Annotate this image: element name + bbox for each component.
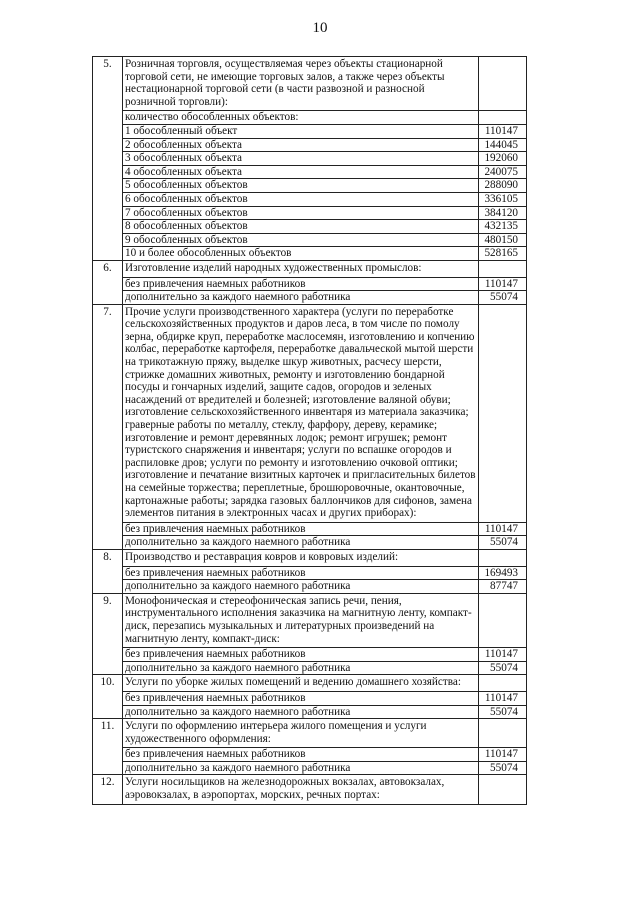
row-label: без привлечения наемных работников: [123, 691, 479, 705]
section-value-empty: [479, 549, 527, 566]
section-number: 9.: [93, 593, 123, 675]
row-value: 87747: [479, 580, 527, 594]
row-value: 336105: [479, 192, 527, 206]
section-number: 5.: [93, 57, 123, 261]
row-label: дополнительно за каждого наемного работника: [123, 291, 479, 305]
row-label: дополнительно за каждого наемного работника: [123, 705, 479, 719]
row-value: 110147: [479, 691, 527, 705]
table-row: [93, 152, 527, 166]
table-row: [93, 566, 527, 580]
row-label: 6 обособленных объектов: [123, 192, 479, 206]
table-row: [93, 138, 527, 152]
table-row: [93, 761, 527, 775]
row-value: 384120: [479, 206, 527, 220]
section-number: 12.: [93, 775, 123, 804]
table-row: [93, 124, 527, 138]
section-value-empty: [479, 675, 527, 692]
row-value: 55074: [479, 661, 527, 675]
section-number: 7.: [93, 304, 123, 549]
row-label: дополнительно за каждого наемного работника: [123, 580, 479, 594]
row-value: 480150: [479, 233, 527, 247]
row-label: 7 обособленных объектов: [123, 206, 479, 220]
row-value: 288090: [479, 179, 527, 193]
table-row: [93, 661, 527, 675]
row-label: без привлечения наемных работников: [123, 277, 479, 291]
row-label: 10 и более обособленных объектов: [123, 247, 479, 261]
section-header-row: [93, 57, 527, 111]
row-value: 432135: [479, 220, 527, 234]
section-number: 10.: [93, 675, 123, 719]
row-label: 5 обособленных объектов: [123, 179, 479, 193]
section-value-empty: [479, 304, 527, 522]
section-header-row: [93, 549, 527, 566]
row-value: [479, 111, 527, 125]
table-row: [93, 748, 527, 762]
row-label: 2 обособленных объекта: [123, 138, 479, 152]
row-value: 110147: [479, 648, 527, 662]
table-row: [93, 220, 527, 234]
section-header-row: [93, 260, 527, 277]
row-value: 192060: [479, 152, 527, 166]
row-label: без привлечения наемных работников: [123, 566, 479, 580]
row-value: 110147: [479, 277, 527, 291]
row-label: без привлечения наемных работников: [123, 648, 479, 662]
table-row: [93, 536, 527, 550]
section-title: Изготовление изделий народных художественных промыслов:: [123, 260, 479, 277]
table-row: [93, 179, 527, 193]
table-row: [93, 192, 527, 206]
section-number: 6.: [93, 260, 123, 304]
table-row: [93, 580, 527, 594]
row-label: дополнительно за каждого наемного работника: [123, 761, 479, 775]
row-label: дополнительно за каждого наемного работника: [123, 661, 479, 675]
table-row: [93, 691, 527, 705]
section-title: Услуги по уборке жилых помещений и ведению домашнего хозяйства:: [123, 675, 479, 692]
section-value-empty: [479, 775, 527, 804]
row-label: 4 обособленных объекта: [123, 165, 479, 179]
table-row: [93, 233, 527, 247]
row-value: 55074: [479, 705, 527, 719]
row-label: 3 обособленных объекта: [123, 152, 479, 166]
section-title: Услуги по оформлению интерьера жилого помещения и услуги художественного оформления:: [123, 719, 479, 748]
row-label: без привлечения наемных работников: [123, 522, 479, 536]
row-value: 55074: [479, 536, 527, 550]
row-label: количество обособленных объектов:: [123, 111, 479, 125]
section-header-row: [93, 719, 527, 748]
row-value: 110147: [479, 522, 527, 536]
row-value: 169493: [479, 566, 527, 580]
table-row: [93, 165, 527, 179]
section-value-empty: [479, 260, 527, 277]
row-value: 55074: [479, 761, 527, 775]
row-value: 528165: [479, 247, 527, 261]
table-row: [93, 291, 527, 305]
section-value-empty: [479, 719, 527, 748]
section-number: 11.: [93, 719, 123, 775]
section-number: 8.: [93, 549, 123, 593]
section-title: Производство и реставрация ковров и ковровых изделий:: [123, 549, 479, 566]
table-row: [93, 648, 527, 662]
section-title: Розничная торговля, осуществляемая через объекты стационарной торговой сети, не имеющие торговых залов, а также через объекты нестационарной торговой сети (в части развозной и разносной розничной торговли):: [123, 57, 479, 111]
table-body: [93, 57, 527, 805]
section-title: Монофоническая и стереофоническая запись речи, пения, инструментального исполнения заказчика на магнитную ленту, компакт-диск, перезапись музыкальных и литературных произведений на магнитную ленту, компакт-диск:: [123, 593, 479, 647]
table-row: [93, 247, 527, 261]
section-value-empty: [479, 593, 527, 647]
section-header-row: [93, 775, 527, 804]
table-row: [93, 705, 527, 719]
section-title: Прочие услуги производственного характера (услуги по переработке сельскохозяйственных продуктов и даров леса, в том числе по помолу зерна, обдирке круп, переработке маслосемян, изготовлению и копчению колбас, переработке картофеля, переработке давальческой мытой шерсти на трикотажную пряжу, выделке шкур животных, расчесу шерсти, стрижке домашних животных, ремонту и изготовлению бондарной посуды и гончарных изделий, защите садов, огородов и зеленых насаждений от вредителей и болезней; изготовление валяной обуви; изготовление сельскохозяйственного инвентаря из материала заказчика; граверные работы по металлу, стеклу, фарфору, дереву, керамике; изготовление и ремонт деревянных лодок; ремонт игрушек; ремонт туристского снаряжения и инвентаря; услуги по вспашке огородов и распиловке дров; услуги по ремонту и изготовлению очковой оптики; изготовление и печатание визитных карточек и пригласительных билетов на семейные торжества; переплетные, брошюровочные, окантовочные, картонажные работы; зарядка газовых баллончиков для сифонов, замена элементов питания в электронных часах и других приборах):: [123, 304, 479, 522]
row-value: 110147: [479, 124, 527, 138]
row-value: 55074: [479, 291, 527, 305]
row-value: 144045: [479, 138, 527, 152]
table-row: [93, 522, 527, 536]
tariff-table: [92, 56, 527, 805]
row-label: без привлечения наемных работников: [123, 748, 479, 762]
section-header-row: [93, 593, 527, 647]
section-value-empty: [479, 57, 527, 111]
page-number: 10: [312, 20, 328, 36]
section-header-row: [93, 304, 527, 522]
row-label: 8 обособленных объектов: [123, 220, 479, 234]
table-row: [93, 277, 527, 291]
section-header-row: [93, 675, 527, 692]
section-title: Услуги носильщиков на железнодорожных вокзалах, автовокзалах, аэровокзалах, в аэропортах, морских, речных портах:: [123, 775, 479, 804]
row-label: 9 обособленных объектов: [123, 233, 479, 247]
row-value: 110147: [479, 748, 527, 762]
row-label: дополнительно за каждого наемного работника: [123, 536, 479, 550]
row-value: 240075: [479, 165, 527, 179]
table-row: [93, 111, 527, 125]
table-row: [93, 206, 527, 220]
row-label: 1 обособленный объект: [123, 124, 479, 138]
